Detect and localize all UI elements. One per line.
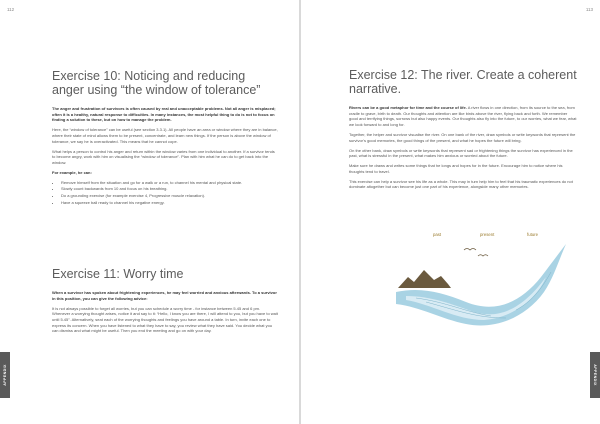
river-drawing bbox=[396, 232, 571, 332]
exercise-11-intro: When a survivor has spoken about frightening experiences, he may feel worried and anxious afterwards. To a survivor in this position, you can give the following advice: bbox=[52, 290, 277, 301]
list-item: • Slowly count backwards from 10 and focus on his breathing. bbox=[61, 186, 278, 192]
exercise-10-example-label: For example, he can: bbox=[52, 169, 92, 175]
river-illustration bbox=[396, 232, 571, 332]
exercise-10-paragraph: Here, the “window of tolerance” can be useful (see section 3.3.1). All people have an area or window where they are in balance, where their state of mind allows them to be present, concentrate, and learn new things. If the person is above the window of tolerance, we say he is overactivated. This means that he cannot cope. bbox=[52, 127, 278, 144]
exercise-12-paragraph: Together, the helper and survivor visualise the river. On one bank of the river, draw symbols or write keywords that represent the survivor’s good memories, the good things of the present, and what he hopes the future will bring. bbox=[349, 132, 576, 143]
exercise-10-bullet-list bbox=[52, 180, 278, 206]
list-item: • Have a squeeze ball ready to channel his negative energy. bbox=[61, 200, 278, 206]
label-future: future bbox=[527, 232, 538, 237]
exercise-12-lead-text: A river flows in one direction, from its source to the sea, from cradle to grave, birth to death. Our thoughts and attention are like birds above the river, flying back and forth. We remember good and terrifying things, sorrows but also happy events. Our thoughts also fly into the future, to our worries, what we fear, what we look forward to and long for. bbox=[349, 105, 577, 128]
label-past: past bbox=[433, 232, 442, 237]
exercise-10-title: Exercise 10: Noticing and reducing anger using “the window of tolerance” bbox=[52, 69, 261, 97]
appendix-tab-right bbox=[590, 352, 600, 398]
exercise-12-section bbox=[349, 68, 577, 194]
exercise-10-intro: The anger and frustration of survivors is often caused by real and unacceptable problems. Not all anger is misplaced; often it is a healthy, natural response to difficulties. In many instances, the most helpful thing to do is not to focus on finding a solution to these, but on how to manage the problem. bbox=[52, 106, 276, 123]
exercise-10-section bbox=[52, 69, 278, 210]
page-number-right: 113 bbox=[585, 7, 593, 12]
left-page bbox=[0, 0, 299, 424]
exercise-12-title: Exercise 12: The river. Create a coherent narrative. bbox=[349, 68, 577, 96]
exercise-12-lead-bold: Rivers can be a good metaphor for time and the course of life. bbox=[349, 105, 467, 110]
exercise-12-paragraph: Make sure he draws and writes some things that he longs and hopes for in the future. Encourage him to notice where his thoughts tend to travel. bbox=[349, 163, 563, 174]
exercise-11-section bbox=[52, 267, 278, 338]
bird-icon bbox=[464, 249, 476, 251]
bird-icon bbox=[478, 255, 488, 256]
exercise-10-paragraph: What helps a person to control his anger and return within the window varies from one individual to another. If a survivor tends to become angry, work with him on visualising the “window of tolerance”. Plan with him what he can do to get back into the window. bbox=[52, 148, 275, 165]
mountain-icon bbox=[398, 270, 451, 288]
label-present: present bbox=[480, 232, 495, 237]
page-number-left: 112 bbox=[7, 7, 15, 12]
appendix-tab-left bbox=[0, 352, 10, 398]
exercise-11-title: Exercise 11: Worry time bbox=[52, 267, 184, 281]
exercise-12-paragraph: On the other bank, draw symbols or write keywords that represent sad or frightening things the survivor has experienced in the past, what is stressful in the present, what makes him anxious or worried about the future. bbox=[349, 147, 573, 159]
appendix-tab-label: APPENDIX bbox=[593, 364, 597, 386]
exercise-11-paragraph: It is not always possible to forget all worries, but you can schedule a worry time - for instance between 5.45 and 6 pm. Whenever a worrying thought arises, notice it and say to it: “Hello, I know you are there, I will attend to you, but you have to wait until 5.45”. Alternatively, seat each of the worrying thoughts and feelings you have around a table. In turn, invite each one to express its concern. When you have listened to what they have to say, you review what they have said. You decide what you can dismiss and what might be useful. Then you end the meeting and go on with your day. bbox=[52, 305, 278, 334]
exercise-12-lead bbox=[349, 105, 577, 128]
list-item: • Do a grounding exercise (for example exercise 4, Progressive muscle relaxation). bbox=[61, 193, 278, 199]
right-page bbox=[301, 0, 600, 424]
list-item: • Remove himself from the situation and go for a walk or a run, to channel his mental and physical state. bbox=[61, 180, 278, 186]
exercise-12-paragraph: This exercise can help a survivor see his life as a whole. This may in turn help him to feel that his traumatic experiences do not dominate altogether but can become just one part of his experience, alongside many other memories. bbox=[349, 178, 573, 190]
appendix-tab-label: APPENDIX bbox=[3, 364, 7, 386]
